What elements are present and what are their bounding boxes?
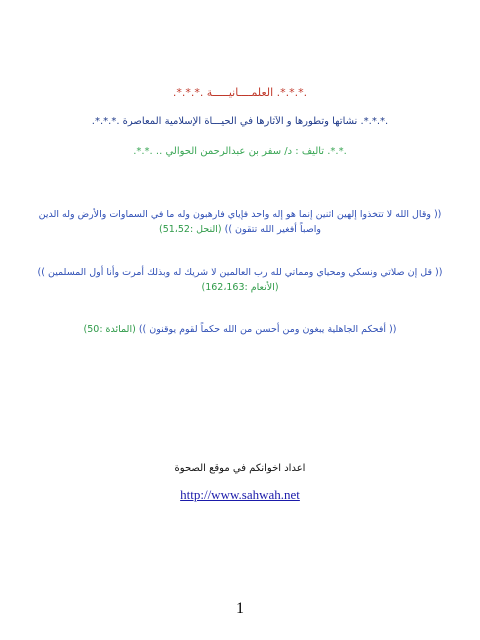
quran-verse-1 [30,207,450,237]
verse-reference: (النحل :51،52) [158,224,222,235]
quran-verse-2 [30,265,450,295]
document-subtitle: .*.*.*. نشأتها وتطورها و الآثارها في الحيـــاة الإسلامية المعاصرة .*.*.*. [91,116,389,127]
document-title: .*.*.*. العلمــــانيـــــة .*.*.*. [172,86,308,99]
quran-verse-3 [30,322,450,337]
verse-text: (( أفحكم الجاهلية يبغون ومن أحسن من الله حكماً لقوم يوقنون )) [138,324,397,335]
website-link[interactable]: http://www.sahwah.net [180,487,300,502]
verse-reference: (الأنعام :162،163) [201,282,279,293]
verse-reference: (المائدة :50) [83,324,136,335]
verse-text: (( وقال الله لا تتخذوا إلهين اثنين إنما هو إله واحد فإياي فارهبون وله ما في السماوات والأرض وله الدين واصباً أفغير الله تتقون )) [38,209,442,235]
author-line: .*.*. تأليف : د/ سفر بن عبدالرحمن الحوالي .. .*.*. [133,146,347,157]
page-number: 1 [236,600,244,617]
verse-text: (( قل إن صلاتي ونسكي ومحياي ومماتي لله رب العالمين لا شريك له وبذلك أمرت وأنا أول المسلمين )) [37,267,443,278]
prepared-by-line: اعداد اخوانكم في موقع الصحوة [174,463,306,474]
